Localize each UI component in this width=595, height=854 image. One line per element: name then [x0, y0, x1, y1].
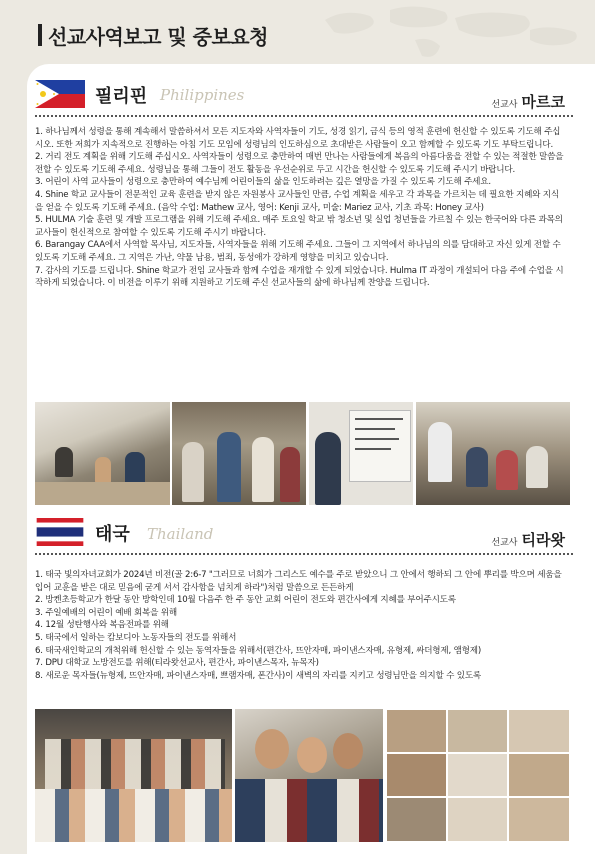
missionary-role: 선교사 [491, 100, 518, 110]
missionary-name: 마르코 [521, 93, 565, 111]
list-item: 5. 태국에서 일하는 캄보디아 노동자들의 전도를 위해서 [35, 632, 237, 643]
photo-gathering [416, 402, 570, 505]
photo-video-call-grid [386, 709, 570, 842]
list-item: 6. 태국새인학교의 개척위해 헌신할 수 있는 동역자들을 위해서(편간사, 뜨안자매, 파이낸스자매, 유형제, 싸더형제, 앰형제) [35, 645, 482, 656]
list-item: 5. HULMA 기술 훈련 및 개발 프로그램을 위해 기도해 주세요. 매주 토요일 학교 밖 청소년 및 실업 청년들을 가르칠 수 있는 한국어와 다른 과목의 교사들이 헌신적으로 참여할 수 있도록 기도해 주시기 바랍니다. [35, 215, 563, 238]
photo-classroom [35, 402, 170, 505]
philippines-flag-icon [35, 80, 85, 108]
missionary-role: 선교사 [491, 538, 518, 548]
list-item: 4. Shine 학교 교사들이 전문적인 교육 훈련을 받지 않은 자원봉사 교사들인 만큼, 수업 계획을 세우고 각 과목을 가르치는 데 필요한 지혜와 지식을 얻을 수 있도록 기도해 주세요. (음악 수업: Mathew 교사, 영어: Kenji 교사, 미술: Mariez 교사, 기초 과목: Honey 교사) [35, 189, 560, 213]
thailand-flag-icon [35, 518, 85, 546]
country-name: 필리핀 [95, 86, 148, 107]
prayer-list [35, 126, 567, 290]
header-accent-bar [38, 24, 42, 46]
list-item: 8. 새로운 목자들(뉴형제, 뜨안자매, 파이낸스자매, 쁘램자매, 폰간사)이 새벽의 자리를 지키고 성령님만을 의지할 수 있도록 [35, 670, 482, 681]
list-item: 6. Barangay CAA에서 사역할 목사님, 지도자들, 사역자들을 위해 기도해 주세요. 그들이 그 지역에서 하나님의 의를 담대하고 자신 있게 전할 수 있도록 기도해 주세요. 그 지역은 가난, 약물 남용, 범죄, 동성애가 강하게 영향을 미치고 있습니다. [35, 240, 561, 263]
list-item: 2. 방켄초등학교가 한달 동안 방학인데 10월 다음주 한 주 동안 교회 어린이 전도와 편간사에게 지혜를 부어주시도록 [35, 595, 456, 606]
list-item: 3. 주일예배의 어린이 예배 회복을 위해 [35, 607, 177, 618]
list-item: 1. 하나님께서 성령을 통해 계속해서 말씀하셔서 모든 지도자와 사역자들이 기도, 성경 읽기, 금식 등의 영적 훈련에 헌신할 수 있도록 기도해 주십시오. 또한 저희가 지속적으로 진행하는 아침 기도 모임에 성령님의 인도하심으로 초대받은 사람들이 오고 함께할 수 있도록 기도 부탁드립니다. [35, 127, 561, 150]
photo-group-children [35, 709, 232, 842]
page-title: 선교사역보고 및 중보요청 [48, 25, 268, 49]
list-item: 3. 어린이 사역 교사들이 성령으로 충만하여 예수님께 어린이들의 삶을 인도하려는 깊은 열망을 가질 수 있도록 기도해 주세요. [35, 177, 491, 188]
photo-whiteboard [309, 402, 413, 505]
report-card [27, 64, 595, 854]
list-item: 2. 거리 전도 계획을 위해 기도해 주십시오. 사역자들이 성령으로 충만하여 매번 만나는 사람들에게 복음의 아름다움을 전할 수 있는 적절한 말씀을 전할 수 있도록 기도해 주세요. 성령님을 통해 그들이 전도 활동을 우선순위로 두고 시간을 헌신할 수 있도록 기도해 주시기 바랍니다. [35, 152, 564, 175]
country-name-english: Thailand [147, 525, 214, 543]
list-item: 7. 감사의 기도를 드립니다. Shine 학교가 전임 교사들과 함께 수업을 재개할 수 있게 되었습니다. Hulma IT 과정이 개설되어 다음 주에 수업을 시작하게 되었습니다. 이 비전을 이루기 위해 지원하고 기도해 주신 선교사들의 삶에 하나님께 찬양을 드립니다. [35, 265, 564, 289]
section-divider [35, 553, 573, 555]
prayer-list [35, 569, 567, 682]
world-map-background [295, 0, 595, 70]
photo-children [172, 402, 306, 505]
list-item: 7. DPU 대학교 노방전도를 위해(티라왓선교사, 편간사, 파이낸스목자, 뉴목자) [35, 658, 319, 669]
list-item: 1. 태국 빛의자녀교회가 2024년 비전(골 2:6-7 "그러므로 너희가 그리스도 예수를 주로 받았으니 그 안에서 행하되 그 안에 뿌리를 박으며 세움을 입어 교훈을 받은 대로 믿음에 굳게 서서 감사함을 넘치게 하라")처럼 말씀으로 든든하게 [35, 570, 562, 593]
section-divider [35, 115, 573, 117]
missionary-label [491, 91, 565, 112]
country-name-english: Philippines [160, 86, 245, 104]
photo-selfie [235, 709, 383, 842]
list-item: 4. 12월 성탄행사와 복음전파를 위해 [35, 620, 169, 631]
missionary-label [491, 529, 565, 550]
missionary-name: 티라왓 [521, 531, 565, 549]
country-name: 태국 [95, 524, 130, 545]
